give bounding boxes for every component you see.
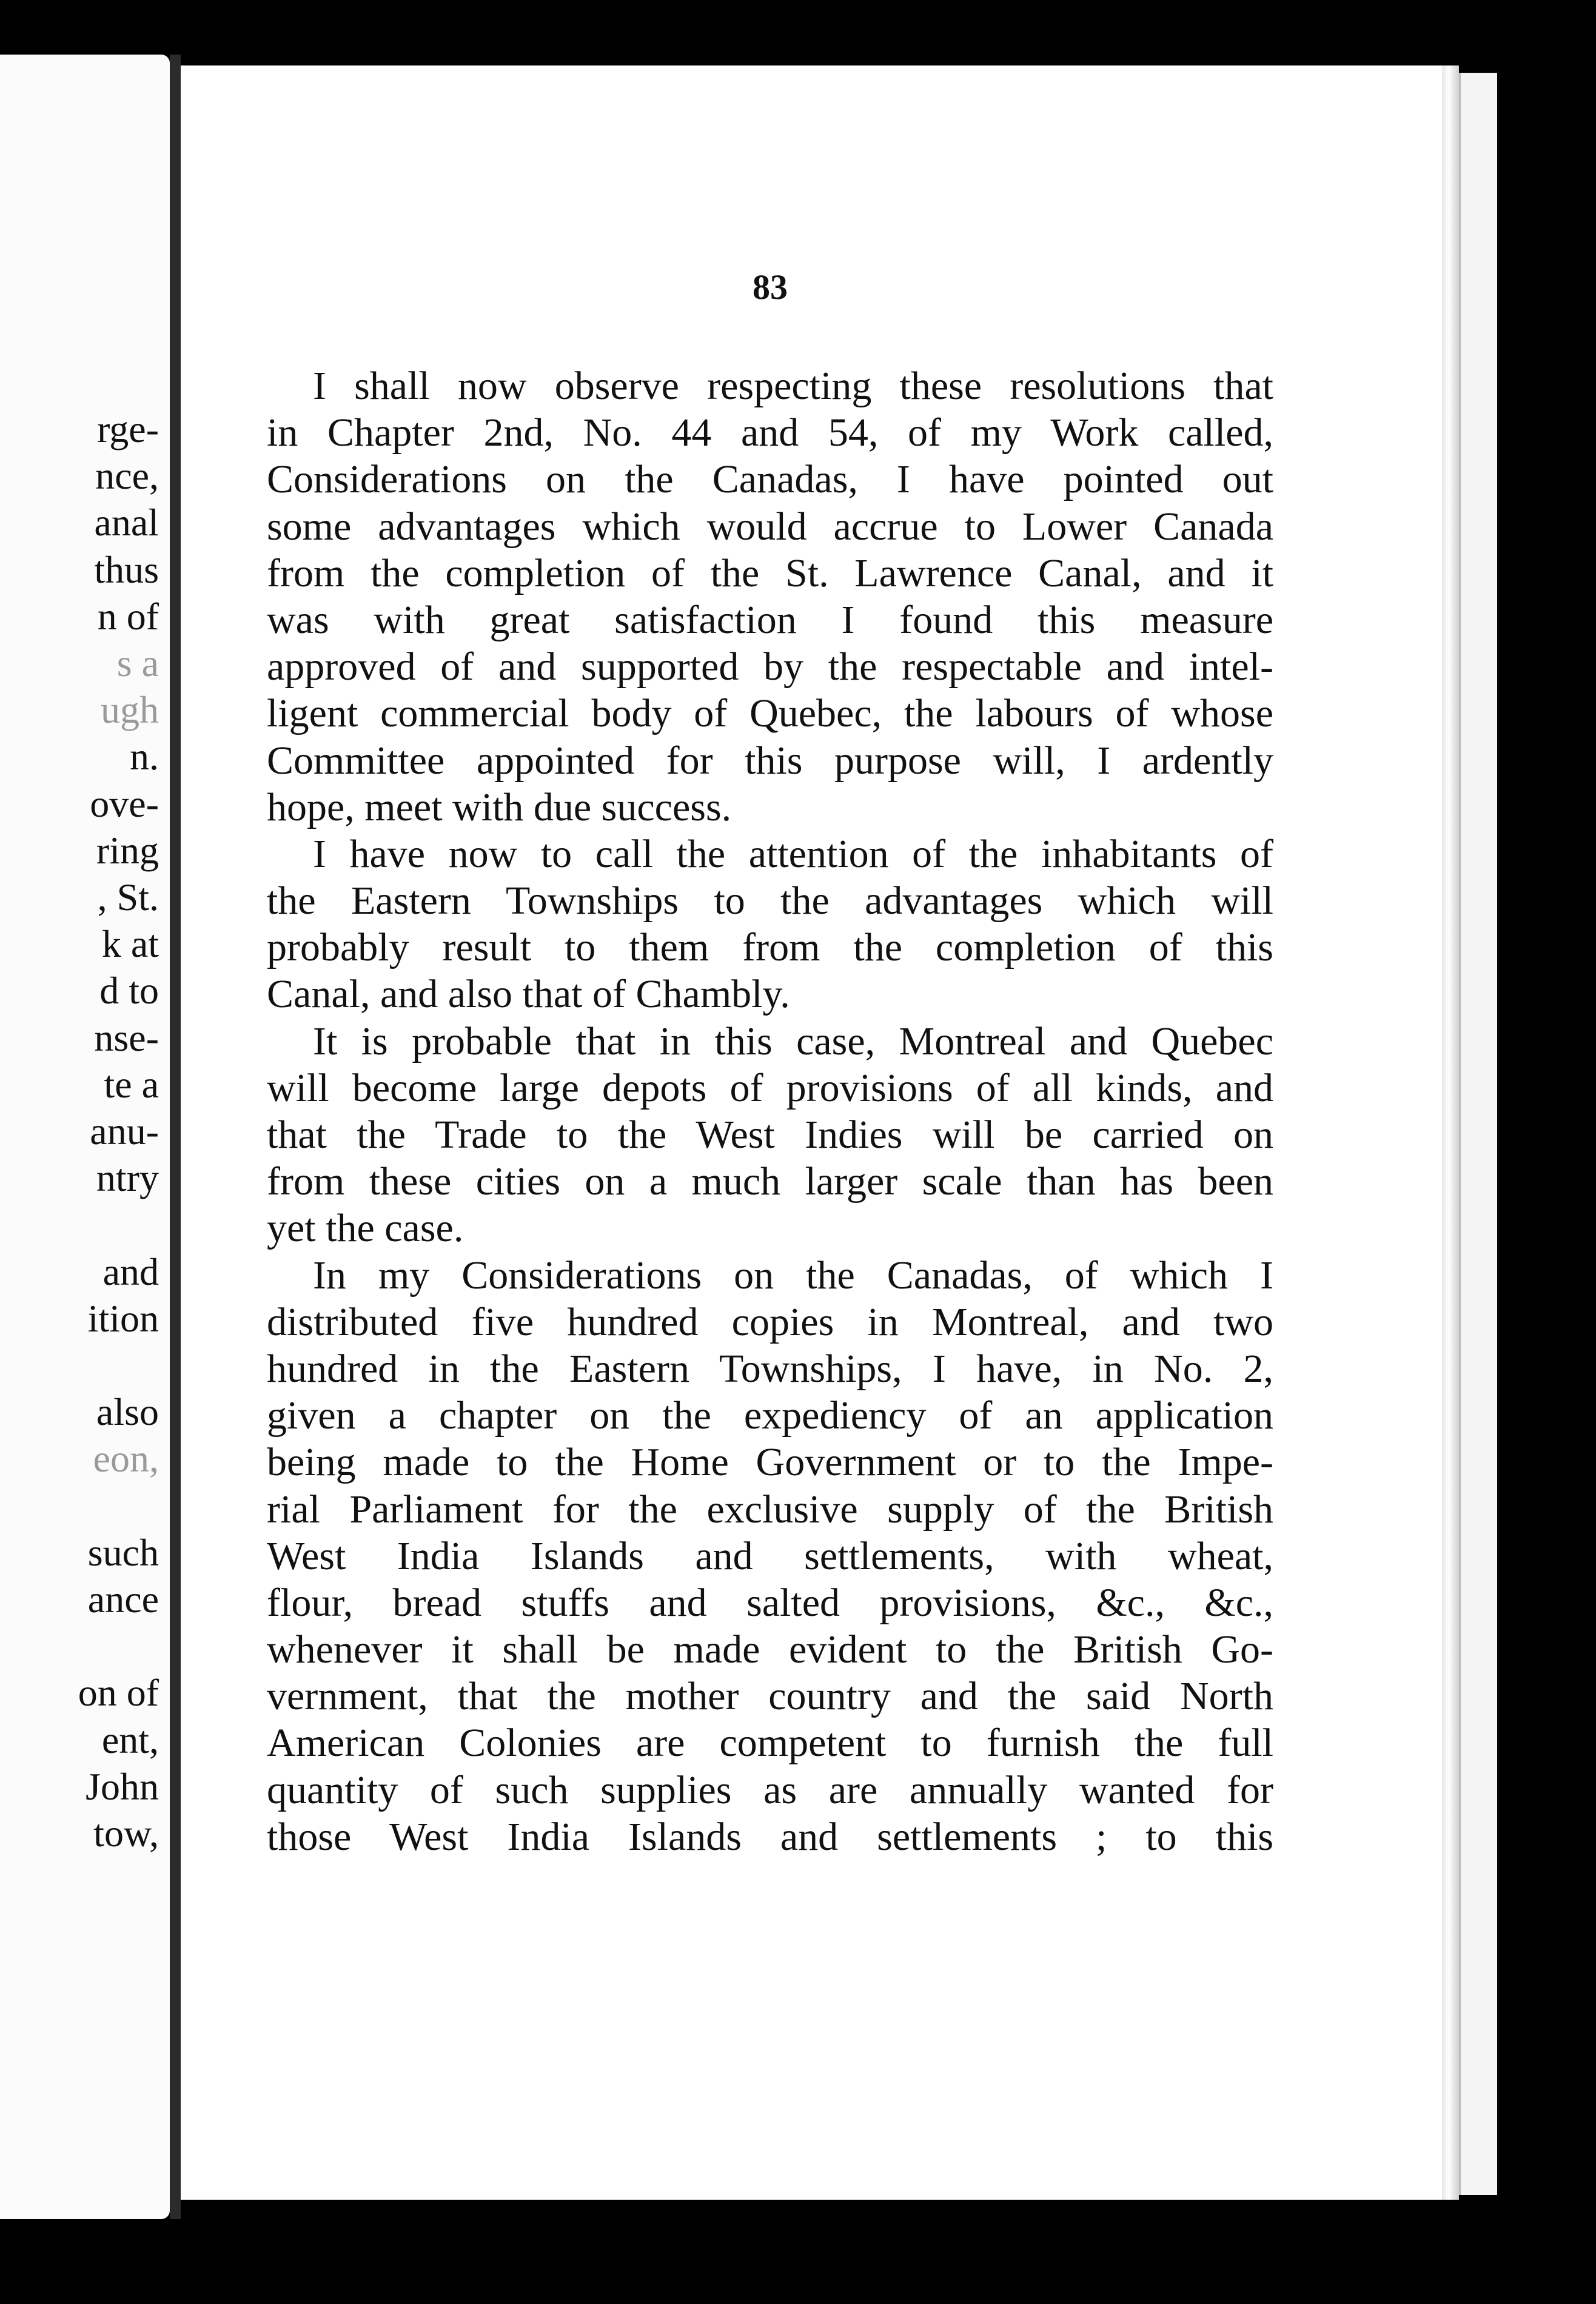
text-line: from the completion of the St. Lawrence Canal, and it (267, 551, 1273, 595)
previous-page-line-fragment: and (102, 1250, 159, 1293)
text-line: from these cities on a much larger scale than has been (267, 1159, 1273, 1204)
previous-page-line-fragment: d to (99, 969, 159, 1013)
previous-page-line-fragment: anu- (90, 1110, 159, 1153)
previous-page-line-fragment: nce, (95, 454, 159, 498)
previous-page-line-fragment: ent, (101, 1718, 159, 1761)
text-line: vernment, that the mother country and the said North (267, 1674, 1273, 1719)
previous-page-line-fragment: n. (130, 735, 159, 779)
text-line: West India Islands and settlements, with wheat, (267, 1533, 1273, 1578)
text-line: those West India Islands and settlements ; to this (267, 1814, 1273, 1859)
text-line: I shall now observe respecting these resolutions that (313, 364, 1273, 408)
previous-page-line-fragment: ance (87, 1578, 159, 1621)
text-line: Canal, and also that of Chambly. (267, 972, 790, 1017)
text-line: given a chapter on the expediency of an application (267, 1393, 1273, 1438)
previous-page-line-fragment: s a (116, 641, 159, 685)
previous-page-line-fragment: eon, (93, 1437, 159, 1481)
page-body-text (267, 363, 1273, 1860)
previous-page-line-fragment: on of (78, 1671, 159, 1715)
text-line: I have now to call the attention of the inhabitants of (313, 831, 1273, 876)
previous-page-line-fragment: te a (104, 1062, 159, 1106)
previous-page-line-fragment: John (86, 1764, 159, 1808)
page-number: 83 (753, 267, 788, 307)
previous-page-line-fragment: , St. (97, 876, 159, 919)
text-line: was with great satisfaction I found this measure (267, 597, 1273, 642)
text-line: being made to the Home Government or to the Impe- (267, 1440, 1273, 1485)
text-line: In my Considerations on the Canadas, of which I (313, 1253, 1273, 1298)
text-line: Committee appointed for this purpose will, I ardently (267, 738, 1273, 783)
previous-page-fragment (0, 55, 170, 2219)
text-line: rial Parliament for the exclusive supply of the British (267, 1487, 1273, 1532)
previous-page-line-fragment: thus (94, 548, 159, 591)
previous-page-line-fragment: nse- (94, 1016, 159, 1059)
text-line: distributed five hundred copies in Montreal, and two (267, 1299, 1273, 1344)
previous-page-line-fragment: k at (101, 922, 159, 966)
previous-page-line-fragment: ntry (96, 1156, 159, 1200)
text-line: will become large depots of provisions of all kinds, and (267, 1065, 1273, 1110)
previous-page-line-fragment: rge- (97, 407, 159, 450)
text-line: in Chapter 2nd, No. 44 and 54, of my Work called, (267, 410, 1273, 455)
text-line: American Colonies are competent to furnish the full (267, 1721, 1273, 1766)
text-line: probably result to them from the completion of this (267, 925, 1273, 970)
previous-page-line-fragment: ition (87, 1296, 159, 1340)
text-line: Considerations on the Canadas, I have pointed out (267, 457, 1273, 502)
page-edge (1442, 65, 1459, 2200)
previous-page-line-fragment: such (87, 1530, 159, 1574)
previous-page-line-fragment: ring (96, 828, 159, 872)
text-line: whenever it shall be made evident to the British Go- (267, 1627, 1273, 1672)
text-line: hundred in the Eastern Townships, I have, in No. 2, (267, 1346, 1273, 1391)
previous-page-line-fragment: tow, (93, 1812, 159, 1855)
text-line: hope, meet with due success. (267, 785, 732, 829)
text-line: that the Trade to the West Indies will be carried on (267, 1113, 1273, 1157)
text-line: yet the case. (267, 1206, 464, 1251)
text-line: It is probable that in this case, Montreal and Quebec (313, 1019, 1273, 1063)
text-line: quantity of such supplies as are annually wanted for (267, 1767, 1273, 1812)
page-edge-stack (1459, 73, 1497, 2195)
previous-page-line-fragment: anal (94, 501, 159, 544)
text-line: the Eastern Townships to the advantages which will (267, 879, 1273, 923)
text-line: flour, bread stuffs and salted provisions, &c., &c., (267, 1580, 1273, 1625)
previous-page-line-fragment: ove- (90, 782, 159, 825)
book-gutter (170, 55, 181, 2219)
text-line: ligent commercial body of Quebec, the labours of whose (267, 691, 1273, 736)
text-line: some advantages which would accrue to Lower Canada (267, 504, 1273, 549)
previous-page-line-fragment: ugh (101, 688, 159, 732)
text-line: approved of and supported by the respectable and intel- (267, 645, 1273, 689)
previous-page-line-fragment: n of (97, 594, 159, 638)
previous-page-line-fragment: also (96, 1390, 159, 1434)
